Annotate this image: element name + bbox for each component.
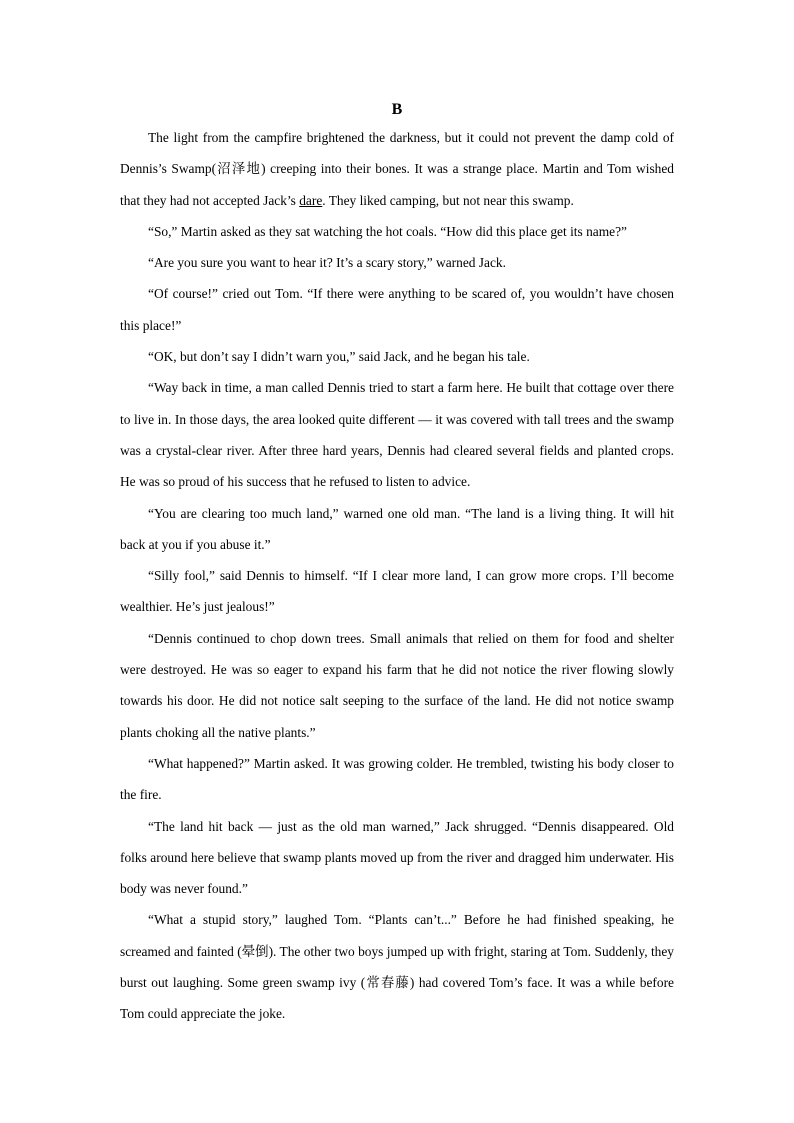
paragraph-3: “Are you sure you want to hear it? It’s a scary story,” warned Jack. [148,255,506,271]
document-page [120,98,674,1030]
paragraph-12: “What a stupid story,” laughed Tom. “Plants can’t...” Before he had finished speaking, he screamed and fainted (晕倒). The other two boys jumped up with fright, staring at Tom. Suddenly, they burst out laughing. Some green swamp ivy (常春藤) had covered Tom’s face. It was a while before Tom could appreciate the joke. [120,912,674,1022]
paragraph-5: “OK, but don’t say I didn’t warn you,” said Jack, and he began his tale. [148,349,530,365]
section-heading: B [391,101,403,118]
paragraph-8: “Silly fool,” said Dennis to himself. “If I clear more land, I can grow more crops. I’ll become wealthier. He’s just jealous!” [120,568,674,615]
paragraph-6: “Way back in time, a man called Dennis tried to start a farm here. He built that cottage over there to live in. In those days, the area looked quite different — it was covered with tall trees and the swamp was a crystal-clear river. After three hard years, Dennis had cleared several fields and planted crops. He was so proud of his success that he refused to listen to advice. [120,380,674,490]
paragraph-7: “You are clearing too much land,” warned one old man. “The land is a living thing. It will hit back at you if you abuse it.” [120,505,674,552]
paragraph-9: “Dennis continued to chop down trees. Small animals that relied on them for food and shelter were destroyed. He was so eager to expand his farm that he did not notice the river flowing slowly towards his door. He did not notice salt seeping to the surface of the land. He did not notice swamp plants choking all the native plants.” [120,630,674,740]
paragraph-11: “The land hit back — just as the old man warned,” Jack shrugged. “Dennis disappeared. Old folks around here believe that swamp plants moved up from the river and dragged him underwater. His body was never found.” [120,818,674,897]
paragraph-4: “Of course!” cried out Tom. “If there were anything to be scared of, you wouldn’t have chosen this place!” [120,286,674,333]
paragraph-1 [120,122,674,216]
paragraph-10: “What happened?” Martin asked. It was growing colder. He trembled, twisting his body closer to the fire. [120,755,674,803]
paragraph-1-text-before: The light from the campfire brightened the darkness, but it could not prevent the damp cold of Dennis’s Swamp(沼泽地) creeping into their bones. It was a strange place. Martin and Tom wished that they had not accepted Jack’s [120,130,674,208]
paragraph-2: “So,” Martin asked as they sat watching the hot coals. “How did this place get its name?” [148,223,627,239]
underlined-word-dare: dare [299,192,323,208]
paragraph-1-text-after: . They liked camping, but not near this swamp. [322,192,574,208]
